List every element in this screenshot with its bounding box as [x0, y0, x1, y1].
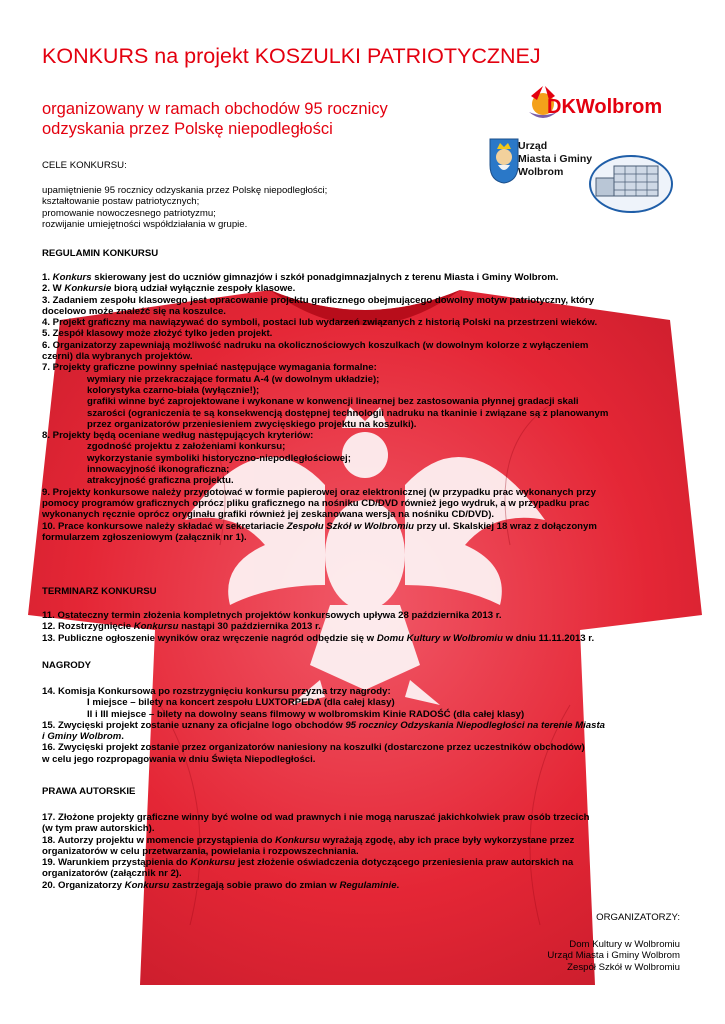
rule-14-b: II i III miejsce – bilety na dowolny seans filmowy w wolbromskim Kinie RADOŚĆ (dla całej klasy) [87, 708, 525, 720]
zespol-szkol-logo [588, 152, 674, 214]
rule-19: 19. Warunkiem przystąpienia do Konkursu jest złożenie oświadczenia dotyczącego przeniesienia praw autorskich na [42, 857, 574, 869]
rule-8-d: atrakcyjność graficzna projektu. [87, 475, 234, 487]
rule-8-b: wykorzystanie symboliki historyczno-niepodległościowej; [87, 452, 351, 464]
cele-heading: CELE KONKURSU: [42, 160, 127, 171]
nagrody-points [42, 686, 605, 765]
rule-15: 15. Zwycięski projekt zostanie uznany za oficjalne logo obchodów 95 rocznicy Odzyskania Niepodległości na terenie Miasta [42, 719, 606, 731]
umig-logo-text [518, 140, 592, 179]
rule-8-c: innowacyjność ikonograficzna; [87, 464, 230, 476]
subtitle [42, 99, 388, 139]
rule-7-c-cont: szarości (ograniczenia te są konsekwencją dostępnej technologii nadruku na tkaninie i związane są z planowanym [87, 407, 609, 419]
rule-11: 11. Ostateczny termin złożenia kompletnych projektów konkursowych upływa 28 października 2013 r. [42, 610, 502, 621]
rule-13: 13. Publiczne ogłoszenie wyników oraz wręczenie nagród odbędzie się w Domu Kultury w Wolbromiu w dniu 11.11.2013 r. [42, 632, 595, 644]
prawa-points [42, 812, 590, 891]
organizer-item: Dom Kultury w Wolbromiu [569, 939, 680, 950]
rule-6-cont: czerni) dla wybranych projektów. [42, 351, 193, 363]
rule-2: 2. W Konkursie biorą udział wyłącznie zespoły klasowe. [42, 283, 296, 295]
rule-19-cont: organizatorów (załącznik nr 2). [42, 868, 182, 880]
rule-3-cont: docelowo może znaleźć się na koszulce. [42, 305, 226, 317]
rule-9-cont: wykonanych ręcznie oprócz oryginału grafiki również jej zeskanowana wersja na nośniku CD/DVD). [42, 509, 495, 521]
terminarz-points [42, 610, 594, 644]
rule-8-a: zgodność projektu z założeniami konkursu; [87, 441, 286, 453]
rule-10-cont: formularzem zgłoszeniowym (załącznik nr 1). [42, 531, 247, 543]
rule-9: 9. Projekty konkursowe należy przygotować w formie papierowej oraz elektronicznej (w przypadku prac wykonanych przy [42, 486, 596, 498]
rule-5: 5. Zespół klasowy może złożyć tylko jeden projekt. [42, 328, 273, 340]
rule-17: 17. Złożone projekty graficzne winny być wolne od wad prawnych i nie mogą naruszać jakichkolwiek praw osób trzecich [42, 812, 590, 823]
cele-list [42, 185, 327, 230]
list-item: upamiętnienie 95 rocznicy odzyskania przez Polskę niepodległości; [42, 185, 328, 196]
rule-16: 16. Zwycięski projekt zostanie przez organizatorów naniesiony na koszulki (dostarczone przez uczestników obchodów) [42, 742, 585, 754]
umig-line: Wolbrom [518, 166, 564, 178]
umig-line: Urząd [518, 140, 548, 152]
section-heading: PRAWA AUTORSKIE [42, 786, 136, 797]
list-item: promowanie nowoczesnego patriotyzmu; [42, 207, 216, 219]
svg-text:DKWolbrom: DKWolbrom [547, 96, 663, 118]
organizer-item: Urząd Miasta i Gminy Wolbrom [547, 950, 680, 962]
rule-7-b: kolorystyka czarno-biała (wyłącznie!); [87, 384, 260, 396]
rule-4: 4. Projekt graficzny ma nawiązywać do symboli, postaci lub wydarzeń związanych z historią Polski na przestrzeni wieków. [42, 317, 598, 329]
section-heading: TERMINARZ KONKURSU [42, 586, 157, 597]
rule-6: 6. Organizatorzy zapewniają możliwość nadruku na okolicznościowych koszulkach (w dowolnym kolorze z wyłączeniem [42, 339, 589, 351]
rule-16-cont: w celu jego rozpropagowania w dniu Święta Niepodległości. [42, 753, 316, 765]
rule-20: 20. Organizatorzy Konkursu zastrzegają sobie prawo do zmian w Regulaminie. [42, 879, 400, 891]
page-title: KONKURS na projekt KOSZULKI PATRIOTYCZNEJ [42, 44, 541, 68]
rule-17-cont: (w tym praw autorskich). [42, 823, 155, 835]
organizers-list [547, 939, 680, 973]
organizer-item: Zespół Szkół w Wolbromiu [567, 961, 680, 973]
rule-14: 14. Komisja Konkursowa po rozstrzygnięciu konkursu przyzna trzy nagrody: [42, 686, 391, 697]
dk-wolbrom-logo [523, 84, 675, 128]
rule-7-a: wymiary nie przekraczające formatu A-4 (w dowolnym układzie); [87, 373, 380, 385]
rule-8: 8. Projekty będą oceniane według następujących kryteriów: [42, 430, 314, 442]
umig-line: Miasta i Gminy [518, 153, 593, 165]
rule-10: 10. Prace konkursowe należy składać w sekretariacie Zespołu Szkół w Wolbromiu przy ul. Skalskiej 18 wraz z dołączonym [42, 520, 597, 532]
rule-14-a: I miejsce – bilety na koncert zespołu LUXTORPEDA (dla całej klasy) [87, 697, 395, 709]
rule-3: 3. Zadaniem zespołu klasowego jest opracowanie projektu graficznego obejmującego dowolny motyw patriotyczny, który [42, 294, 595, 306]
rule-18: 18. Autorzy projektu w momencie przystąpienia do Konkursu wyrażają zgodę, aby ich prace były wykorzystane przez [42, 834, 575, 846]
section-heading: NAGRODY [42, 660, 92, 671]
rule-7-c: grafiki winne być zaprojektowane i wykonane w konwencji linearnej bez zastosowania płynnej gradacji skali [87, 396, 579, 408]
rule-18-cont: organizatorów w celu przetwarzania, powielania i rozpowszechniania. [42, 845, 359, 857]
subtitle-line: organizowany w ramach obchodów 95 rocznicy [42, 100, 388, 118]
rule-7: 7. Projekty graficzne powinny spełniać następujące wymagania formalne: [42, 362, 377, 374]
organizers-heading: ORGANIZATORZY: [596, 912, 680, 923]
list-item: kształtowanie postaw patriotycznych; [42, 196, 200, 208]
rule-9-cont: pomocy programów graficznych oprócz pliku graficznego na nośniku CD/DVD również jego wydruk, a w przypadku prac [42, 497, 590, 509]
section-heading: REGULAMIN KONKURSU [42, 248, 159, 259]
rule-7-c-cont: przez organizatorów przeniesieniem zwycięskiego projektu na koszulki). [87, 418, 417, 430]
rule-15-cont: i Gminy Wolbrom. [42, 731, 124, 743]
rule-1: 1. Konkurs skierowany jest do uczniów gimnazjów i szkół ponadgimnazjalnych z terenu Miasta i Gminy Wolbrom. [42, 272, 559, 283]
subtitle-line: odzyskania przez Polskę niepodległości [42, 120, 333, 138]
rule-12: 12. Rozstrzygnięcie Konkursu nastąpi 30 października 2013 r. [42, 621, 321, 633]
regulamin-points [42, 272, 608, 543]
list-item: rozwijanie umiejętności współdziałania w grupie. [42, 218, 248, 230]
